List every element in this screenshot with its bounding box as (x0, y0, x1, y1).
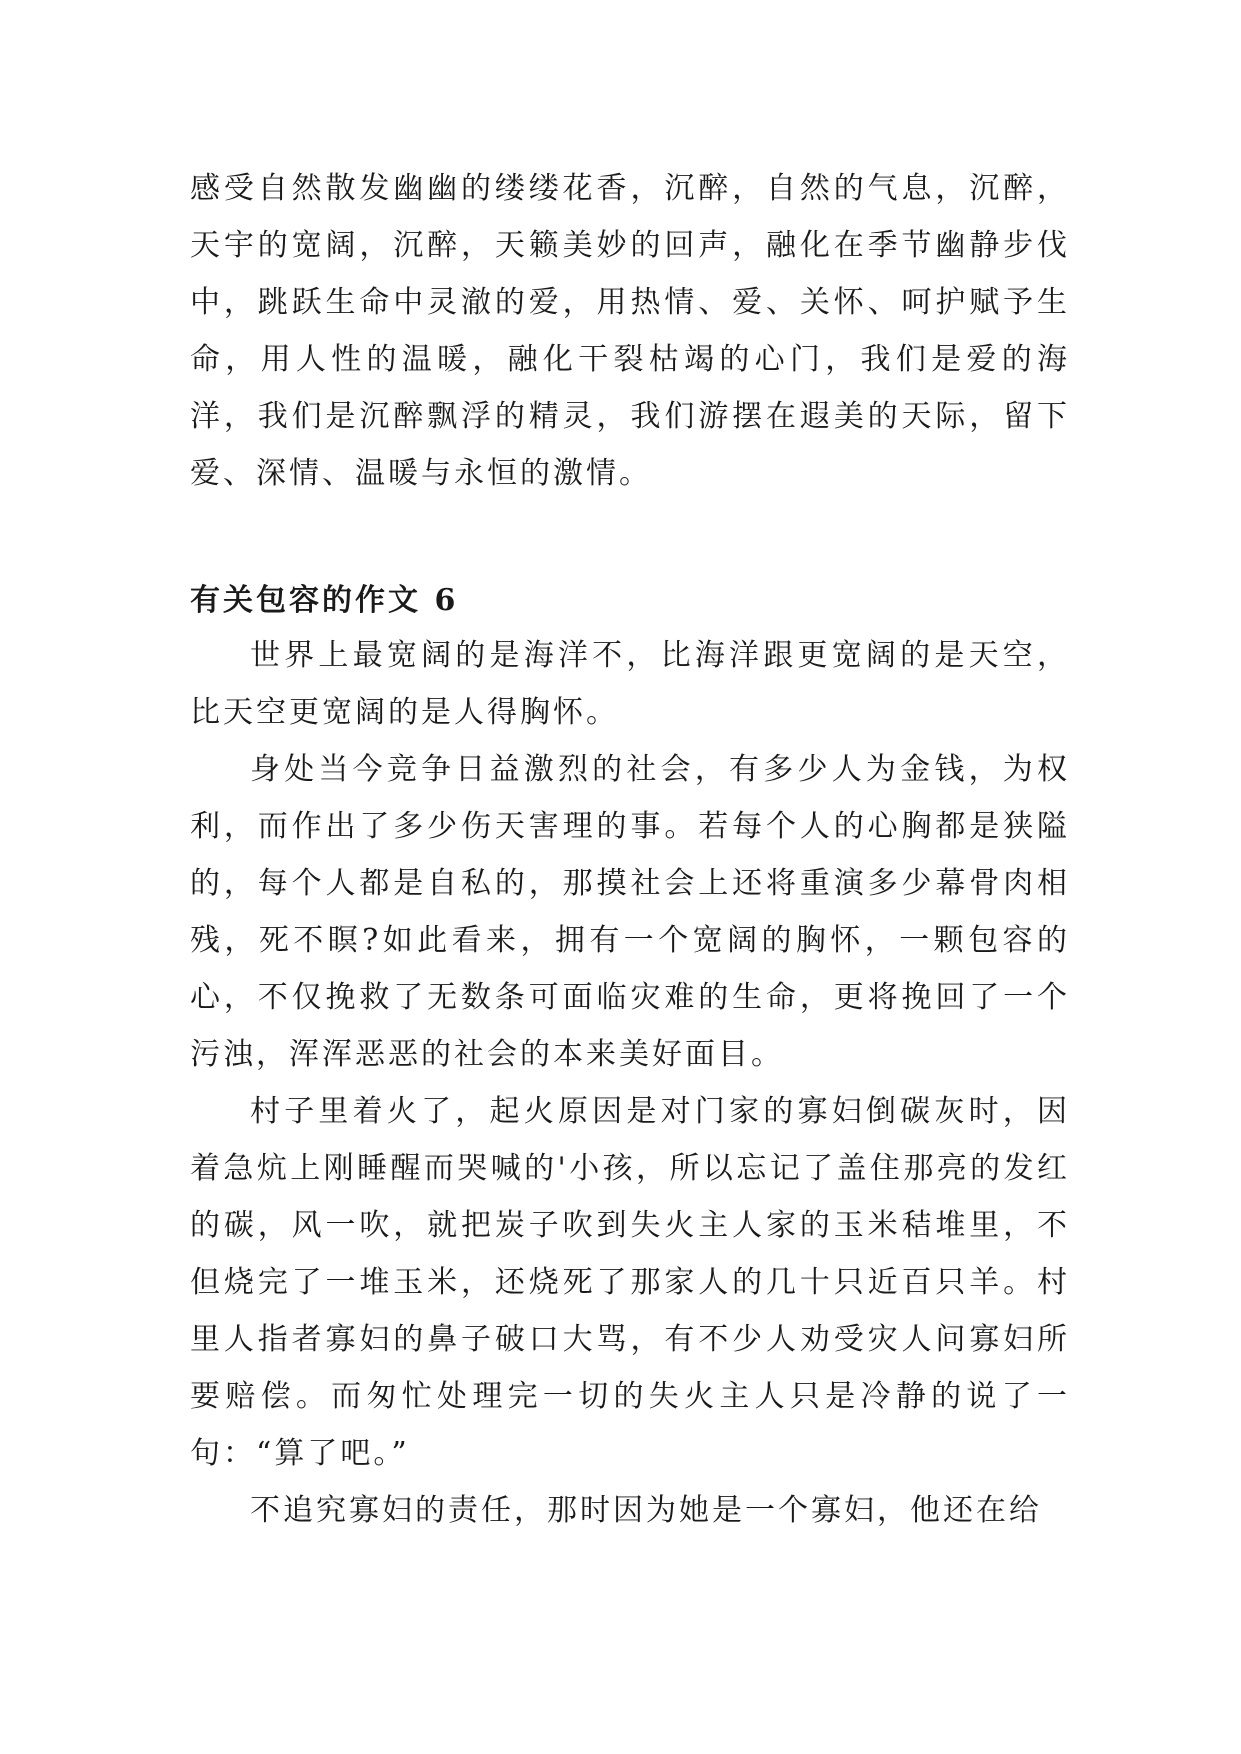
essay-paragraph: 村子里着火了，起火原因是对门家的寡妇倒碳灰时，因着急炕上刚睡醒而哭喊的'小孩，所以忘记了盖住那亮的发红的碳，风一吹，就把炭子吹到失火主人家的玉米秸堆里，不但烧完了一堆玉米，还烧死了那家人的几十只近百只羊。村里人指者寡妇的鼻子破口大骂，有不少人劝受灾人问寡妇所要赔偿。而匆忙处理完一切的失火主人只是冷静的说了一句：“算了吧。” (190, 1094, 1070, 1471)
essay-paragraph: 身处当今竞争日益激烈的社会，有多少人为金钱，为权利，而作出了多少伤天害理的事。若每个人的心胸都是狭隘的，每个人都是自私的，那摸社会上还将重演多少幕骨肉相残，死不瞑?如此看来，拥有一个宽阔的胸怀，一颗包容的心，不仅挽救了无数条可面临灾难的生命，更将挽回了一个污浊，浑浑恶恶的社会的本来美好面目。 (190, 752, 1070, 1072)
intro-section (190, 160, 1070, 502)
essay-paragraph: 世界上最宽阔的是海洋不，比海洋跟更宽阔的是天空，比天空更宽阔的是人得胸怀。 (190, 638, 1070, 730)
essay-paragraph: 不追究寡妇的责任，那时因为她是一个寡妇，他还在给 (250, 1493, 1042, 1528)
essay-title: 有关包容的作文 6 (190, 583, 459, 618)
essay-body (190, 627, 1070, 1539)
intro-paragraph: 感受自然散发幽幽的缕缕花香，沉醉，自然的气息，沉醉，天宇的宽阔，沉醉，天籁美妙的回声，融化在季节幽静步伐中，跳跃生命中灵澈的爱，用热情、爱、关怀、呵护赋予生命，用人性的温暖，融化干裂枯竭的心门，我们是爱的海洋，我们是沉醉飘浮的精灵，我们游摆在遐美的天际，留下爱、深情、温暖与永恒的激情。 (190, 171, 1070, 491)
